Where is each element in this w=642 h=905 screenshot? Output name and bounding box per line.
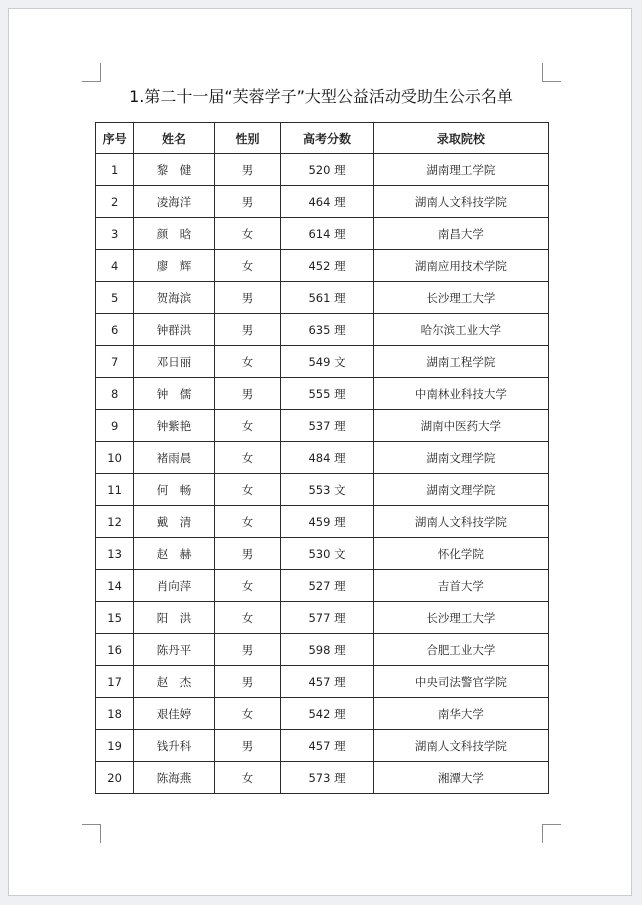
column-header-score: 高考分数 [281, 123, 374, 154]
cell-gender: 男 [214, 538, 280, 570]
crop-mark-bottom-right [542, 824, 561, 843]
cell-gender: 女 [214, 474, 280, 506]
cell-number: 15 [96, 602, 134, 634]
cell-school: 湖南理工学院 [373, 154, 548, 186]
cell-score: 457 理 [281, 666, 374, 698]
cell-name: 戴 清 [134, 506, 215, 538]
crop-mark-top-right [542, 63, 561, 82]
cell-number: 5 [96, 282, 134, 314]
table-row [96, 314, 549, 346]
cell-score: 555 理 [281, 378, 374, 410]
cell-school: 中央司法警官学院 [373, 666, 548, 698]
cell-number: 14 [96, 570, 134, 602]
table-header-row [96, 123, 549, 154]
cell-number: 16 [96, 634, 134, 666]
cell-school: 南华大学 [373, 698, 548, 730]
cell-score: 520 理 [281, 154, 374, 186]
cell-gender: 女 [214, 570, 280, 602]
cell-school: 怀化学院 [373, 538, 548, 570]
cell-name: 艰佳婷 [134, 698, 215, 730]
table-row [96, 730, 549, 762]
table-row [96, 602, 549, 634]
column-header-name: 姓名 [134, 123, 215, 154]
cell-score: 577 理 [281, 602, 374, 634]
cell-score: 464 理 [281, 186, 374, 218]
cell-score: 459 理 [281, 506, 374, 538]
cell-school: 哈尔滨工业大学 [373, 314, 548, 346]
document-title: 1.第二十一届“芙蓉学子”大型公益活动受助生公示名单 [129, 87, 513, 106]
cell-number: 3 [96, 218, 134, 250]
cell-score: 553 文 [281, 474, 374, 506]
table-row [96, 442, 549, 474]
cell-name: 钱升科 [134, 730, 215, 762]
cell-name: 黎 健 [134, 154, 215, 186]
cell-gender: 女 [214, 442, 280, 474]
cell-number: 11 [96, 474, 134, 506]
cell-school: 南昌大学 [373, 218, 548, 250]
cell-score: 598 理 [281, 634, 374, 666]
cell-score: 614 理 [281, 218, 374, 250]
document-page [8, 8, 632, 896]
cell-gender: 男 [214, 154, 280, 186]
cell-number: 4 [96, 250, 134, 282]
cell-score: 484 理 [281, 442, 374, 474]
cell-score: 457 理 [281, 730, 374, 762]
table-row [96, 218, 549, 250]
cell-gender: 女 [214, 762, 280, 794]
cell-school: 湖南应用技术学院 [373, 250, 548, 282]
column-header-number: 序号 [96, 123, 134, 154]
cell-number: 18 [96, 698, 134, 730]
cell-number: 1 [96, 154, 134, 186]
cell-name: 何 畅 [134, 474, 215, 506]
crop-mark-top-left [82, 63, 101, 82]
cell-score: 549 文 [281, 346, 374, 378]
cell-number: 2 [96, 186, 134, 218]
cell-gender: 男 [214, 634, 280, 666]
cell-number: 8 [96, 378, 134, 410]
cell-school: 湖南工程学院 [373, 346, 548, 378]
cell-school: 合肥工业大学 [373, 634, 548, 666]
cell-school: 湖南人文科技学院 [373, 506, 548, 538]
cell-school: 湖南人文科技学院 [373, 730, 548, 762]
cell-number: 6 [96, 314, 134, 346]
cell-gender: 女 [214, 698, 280, 730]
cell-gender: 女 [214, 250, 280, 282]
cell-score: 542 理 [281, 698, 374, 730]
cell-name: 陈丹平 [134, 634, 215, 666]
table-row [96, 378, 549, 410]
cell-gender: 男 [214, 314, 280, 346]
crop-mark-bottom-left [82, 824, 101, 843]
table-row [96, 410, 549, 442]
cell-school: 长沙理工大学 [373, 602, 548, 634]
cell-school: 湖南文理学院 [373, 442, 548, 474]
cell-gender: 男 [214, 666, 280, 698]
cell-school: 吉首大学 [373, 570, 548, 602]
cell-school: 湖南人文科技学院 [373, 186, 548, 218]
cell-school: 湖南中医药大学 [373, 410, 548, 442]
cell-gender: 女 [214, 602, 280, 634]
cell-name: 邓日丽 [134, 346, 215, 378]
table-row [96, 474, 549, 506]
cell-number: 19 [96, 730, 134, 762]
cell-gender: 女 [214, 506, 280, 538]
cell-gender: 女 [214, 410, 280, 442]
cell-gender: 男 [214, 730, 280, 762]
cell-gender: 女 [214, 346, 280, 378]
column-header-gender: 性别 [214, 123, 280, 154]
cell-score: 561 理 [281, 282, 374, 314]
cell-score: 452 理 [281, 250, 374, 282]
cell-score: 635 理 [281, 314, 374, 346]
cell-score: 527 理 [281, 570, 374, 602]
cell-number: 20 [96, 762, 134, 794]
cell-number: 10 [96, 442, 134, 474]
cell-gender: 男 [214, 378, 280, 410]
cell-name: 赵 杰 [134, 666, 215, 698]
cell-school: 湖南文理学院 [373, 474, 548, 506]
cell-name: 钟紫艳 [134, 410, 215, 442]
cell-gender: 男 [214, 282, 280, 314]
table-row [96, 250, 549, 282]
cell-name: 赵 赫 [134, 538, 215, 570]
cell-name: 肖向萍 [134, 570, 215, 602]
table-row [96, 666, 549, 698]
cell-name: 阳 洪 [134, 602, 215, 634]
cell-number: 13 [96, 538, 134, 570]
cell-gender: 男 [214, 186, 280, 218]
cell-name: 陈海燕 [134, 762, 215, 794]
table-row [96, 762, 549, 794]
recipient-table [95, 122, 549, 794]
table-row [96, 570, 549, 602]
cell-name: 颜 晗 [134, 218, 215, 250]
cell-name: 钟群洪 [134, 314, 215, 346]
cell-number: 17 [96, 666, 134, 698]
cell-school: 长沙理工大学 [373, 282, 548, 314]
table-row [96, 538, 549, 570]
cell-number: 9 [96, 410, 134, 442]
table-row [96, 634, 549, 666]
table-row [96, 186, 549, 218]
cell-school: 湘潭大学 [373, 762, 548, 794]
table-body [96, 154, 549, 794]
table-row [96, 698, 549, 730]
cell-number: 7 [96, 346, 134, 378]
cell-name: 廖 辉 [134, 250, 215, 282]
cell-name: 褚雨晨 [134, 442, 215, 474]
table-row [96, 154, 549, 186]
cell-number: 12 [96, 506, 134, 538]
cell-name: 凌海洋 [134, 186, 215, 218]
cell-score: 530 文 [281, 538, 374, 570]
cell-score: 573 理 [281, 762, 374, 794]
table-row [96, 506, 549, 538]
table-row [96, 282, 549, 314]
cell-school: 中南林业科技大学 [373, 378, 548, 410]
cell-gender: 女 [214, 218, 280, 250]
cell-name: 贺海滨 [134, 282, 215, 314]
cell-name: 钟 儒 [134, 378, 215, 410]
cell-score: 537 理 [281, 410, 374, 442]
column-header-school: 录取院校 [373, 123, 548, 154]
table-row [96, 346, 549, 378]
